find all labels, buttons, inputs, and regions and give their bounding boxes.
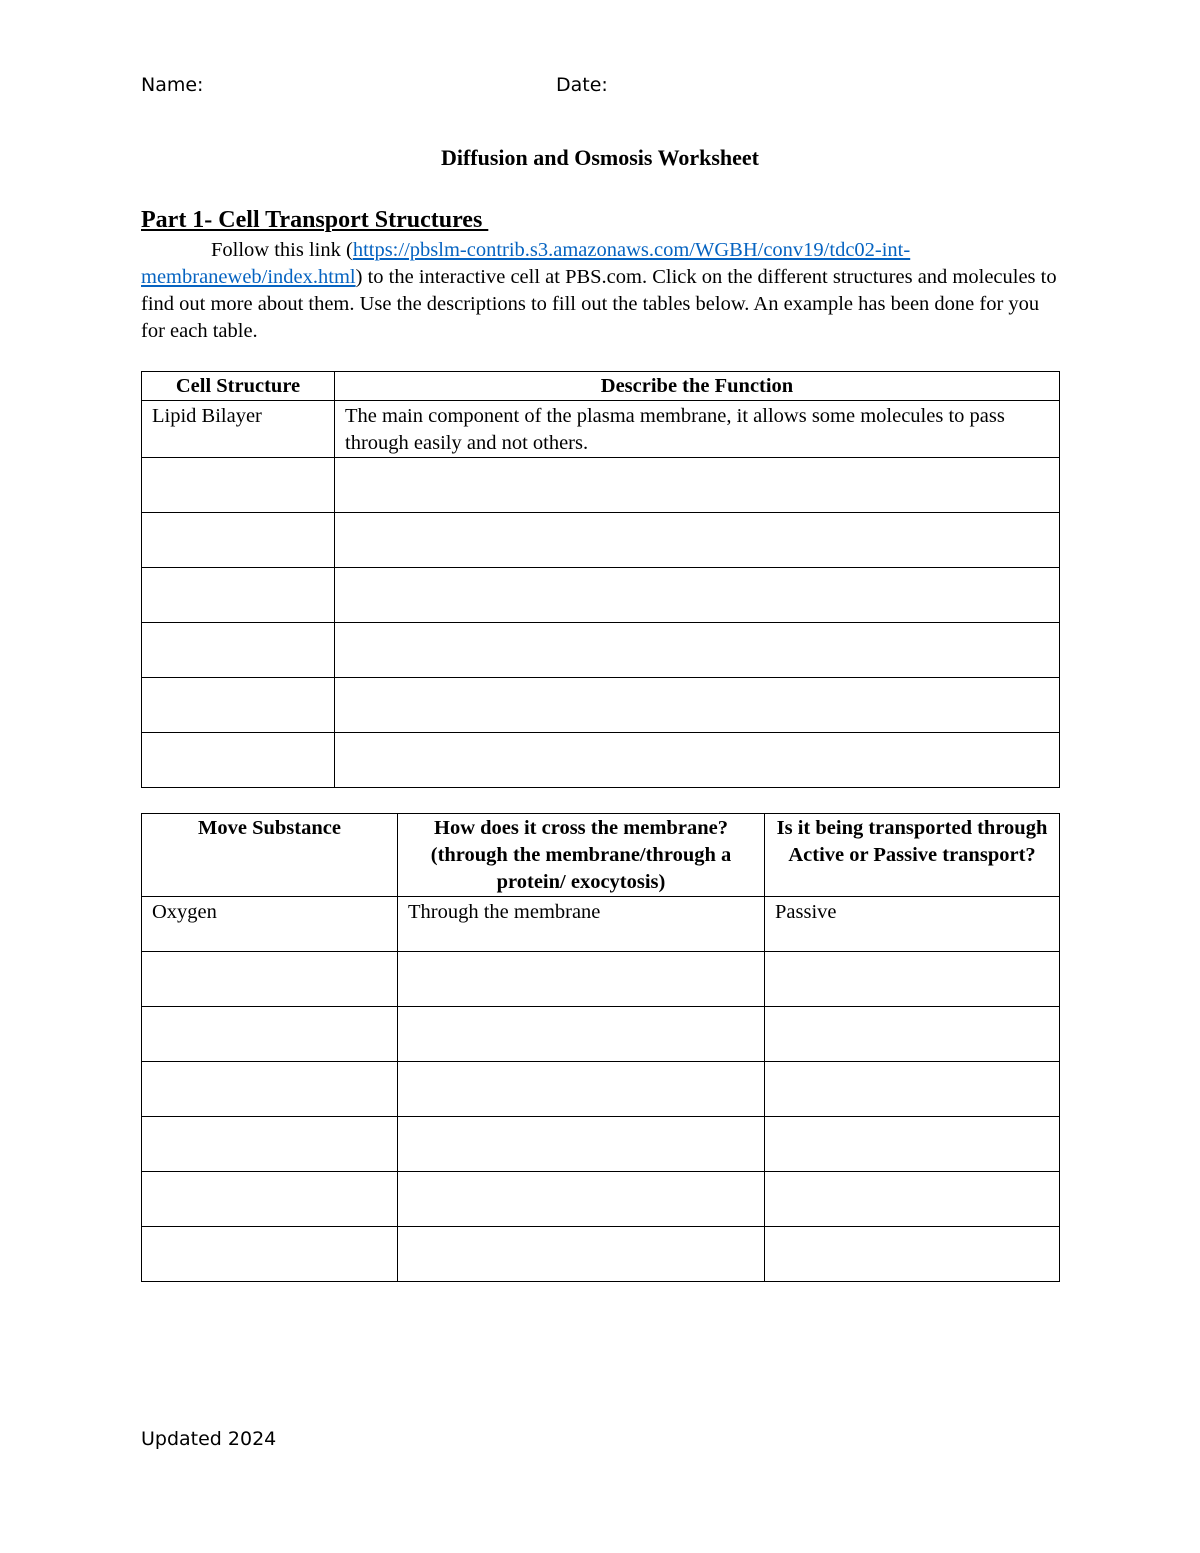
crossing-method-cell[interactable]: [398, 1007, 765, 1062]
crossing-method-cell[interactable]: Through the membrane: [398, 897, 765, 952]
table-row: [142, 1227, 1060, 1282]
substance-cell[interactable]: [142, 1117, 398, 1172]
table-row: [142, 1117, 1060, 1172]
crossing-method-cell[interactable]: [398, 1172, 765, 1227]
table-row: [142, 1172, 1060, 1227]
transport-type-cell[interactable]: [765, 1117, 1060, 1172]
substance-cell[interactable]: [142, 952, 398, 1007]
table-header-row: [142, 372, 1060, 401]
structure-cell[interactable]: [142, 513, 335, 568]
table-row: [142, 1007, 1060, 1062]
crossing-method-cell[interactable]: [398, 1062, 765, 1117]
function-cell[interactable]: [335, 513, 1060, 568]
substance-cell[interactable]: [142, 1227, 398, 1282]
table-row: [142, 401, 1060, 458]
structure-cell[interactable]: [142, 568, 335, 623]
structure-cell[interactable]: [142, 458, 335, 513]
table-row: [142, 623, 1060, 678]
cell-structure-table: [141, 371, 1060, 788]
function-cell[interactable]: [335, 623, 1060, 678]
pbs-interactive-cell-link[interactable]: https://pbslm-contrib.s3.amazonaws.com/WGBH/conv19/tdc02-int-membraneweb/index.html: [141, 239, 911, 288]
name-label: Name:: [141, 74, 204, 96]
transport-type-cell[interactable]: Passive: [765, 897, 1060, 952]
structure-cell[interactable]: [142, 733, 335, 788]
column-header-describe-function: Describe the Function: [335, 372, 1060, 401]
function-cell[interactable]: [335, 568, 1060, 623]
function-cell[interactable]: The main component of the plasma membrane, it allows some molecules to pass through easily and not others.: [335, 401, 1060, 458]
function-cell[interactable]: [335, 733, 1060, 788]
transport-type-cell[interactable]: [765, 1172, 1060, 1227]
crossing-method-cell[interactable]: [398, 952, 765, 1007]
worksheet-title: Diffusion and Osmosis Worksheet: [440, 145, 760, 170]
structure-cell[interactable]: [142, 623, 335, 678]
structure-cell[interactable]: Lipid Bilayer: [142, 401, 335, 458]
substance-cell[interactable]: [142, 1007, 398, 1062]
part1-instructions: [141, 237, 1059, 345]
crossing-method-cell[interactable]: [398, 1227, 765, 1282]
column-header-how-cross-membrane: How does it cross the membrane? (through the membrane/through a protein/ exocytosis): [398, 814, 765, 897]
column-header-active-or-passive: Is it being transported through Active or Passive transport?: [765, 814, 1060, 897]
substance-cell[interactable]: [142, 1172, 398, 1227]
table-row: [142, 952, 1060, 1007]
table-header-row: [142, 814, 1060, 897]
intro-text-after-link: ) to the interactive cell at PBS.com. Click on the different structures and molecules to find out more about them. Use the descriptions to fill out the tables below. An example has been done for you for each table.: [141, 266, 1057, 342]
table-row: [142, 1062, 1060, 1117]
column-header-move-substance: Move Substance: [142, 814, 398, 897]
function-cell[interactable]: [335, 458, 1060, 513]
footer-updated: Updated 2024: [141, 1428, 277, 1450]
column-header-cell-structure: Cell Structure: [142, 372, 335, 401]
table-row: [142, 897, 1060, 952]
part1-heading: Part 1- Cell Transport Structures: [141, 207, 489, 233]
table-row: [142, 513, 1060, 568]
structure-cell[interactable]: [142, 678, 335, 733]
crossing-method-cell[interactable]: [398, 1117, 765, 1172]
function-cell[interactable]: [335, 678, 1060, 733]
table-row: [142, 733, 1060, 788]
intro-text-before-link: Follow this link (: [211, 239, 353, 261]
table-row: [142, 678, 1060, 733]
table-row: [142, 568, 1060, 623]
date-label: Date:: [556, 74, 608, 96]
substance-transport-table: [141, 813, 1060, 1282]
substance-cell[interactable]: Oxygen: [142, 897, 398, 952]
transport-type-cell[interactable]: [765, 952, 1060, 1007]
header-row: [141, 74, 1059, 100]
transport-type-cell[interactable]: [765, 1007, 1060, 1062]
transport-type-cell[interactable]: [765, 1227, 1060, 1282]
table-row: [142, 458, 1060, 513]
substance-cell[interactable]: [142, 1062, 398, 1117]
transport-type-cell[interactable]: [765, 1062, 1060, 1117]
